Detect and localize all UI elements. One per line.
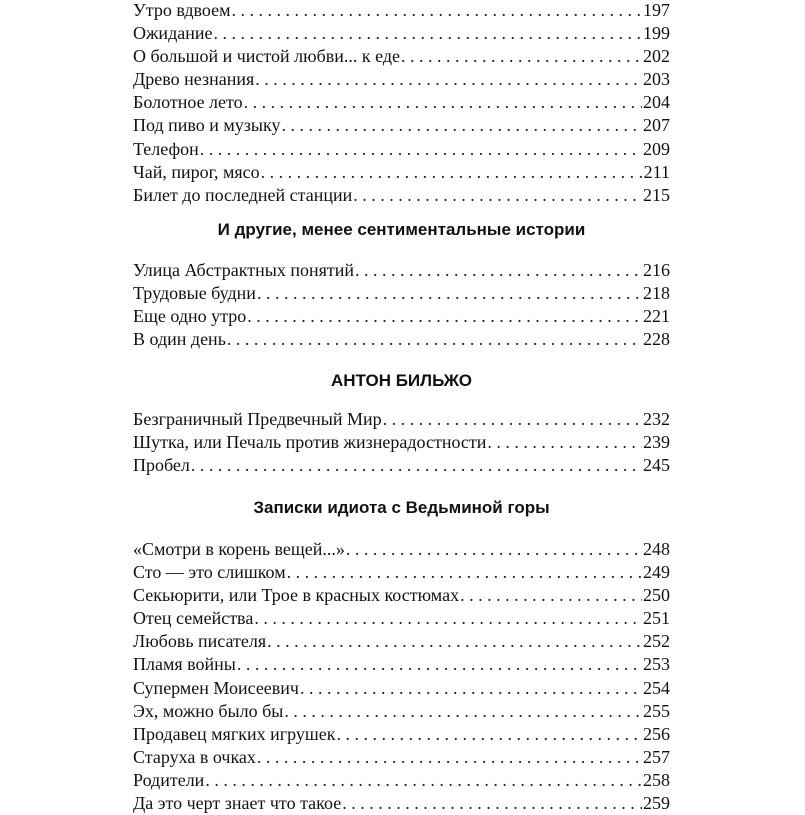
dot-leader <box>257 282 642 305</box>
dot-leader <box>244 91 642 114</box>
dot-leader <box>255 68 642 91</box>
toc-entry <box>133 0 670 22</box>
toc-entry <box>133 161 670 184</box>
toc-entry <box>133 184 670 207</box>
entry-title: Билет до последней станции <box>133 184 353 205</box>
entry-title: Безграничный Предвечный Мир <box>133 409 382 429</box>
toc-section-4 <box>133 538 670 815</box>
entry-title: Ожидание <box>133 23 213 44</box>
toc-section-1 <box>133 0 670 207</box>
toc-entry <box>133 746 670 769</box>
entry-title: Еще одно утро <box>133 306 247 327</box>
entry-title: Чай, пирог, мясо <box>133 161 260 182</box>
toc-entry <box>133 700 670 723</box>
entry-title: Родители <box>133 769 205 790</box>
entry-page: 257 <box>643 746 670 767</box>
toc-entry <box>133 454 670 477</box>
toc-entry <box>133 328 670 351</box>
toc-entry <box>133 45 670 68</box>
dot-leader <box>300 677 642 700</box>
entry-page: 249 <box>643 562 670 583</box>
dot-leader <box>287 561 642 584</box>
dot-leader <box>267 630 642 653</box>
toc-entry <box>133 259 670 282</box>
dot-leader <box>205 769 642 792</box>
toc-entry <box>133 607 670 630</box>
entry-title: Шутка, или Печаль против жизнерадостности <box>133 432 487 453</box>
dot-leader <box>353 184 642 207</box>
dot-leader <box>213 22 642 45</box>
toc-entry <box>133 792 670 815</box>
dot-leader <box>355 259 642 282</box>
entry-title: Секьюрити, или Трое в красных костюмах <box>133 585 460 606</box>
entry-page: 211 <box>643 161 670 182</box>
entry-page: 207 <box>643 115 670 136</box>
toc-entry <box>133 561 670 584</box>
entry-page: 258 <box>643 769 670 790</box>
dot-leader <box>342 792 642 815</box>
entry-title: Древо незнания <box>133 69 255 90</box>
dot-leader <box>284 700 642 723</box>
toc-section-2 <box>133 259 670 351</box>
toc-entry <box>133 723 670 746</box>
toc-entry <box>133 653 670 676</box>
entry-title: Улица Абстрактных понятий <box>133 260 355 280</box>
dot-leader <box>254 607 642 630</box>
entry-page: 254 <box>643 677 670 698</box>
entry-page: 228 <box>643 329 670 350</box>
entry-page: 239 <box>643 432 670 453</box>
dot-leader <box>232 0 642 22</box>
entry-page: 248 <box>643 539 670 559</box>
toc-entry <box>133 630 670 653</box>
entry-title: О большой и чистой любви... к еде <box>133 46 401 67</box>
entry-title: Пламя войны <box>133 654 236 675</box>
entry-page: 255 <box>643 700 670 721</box>
toc-entry <box>133 431 670 454</box>
entry-page: 253 <box>643 654 670 675</box>
entry-page: 218 <box>643 283 670 304</box>
entry-page: 232 <box>643 409 670 429</box>
toc-entry <box>133 91 670 114</box>
toc-entry <box>133 114 670 137</box>
dot-leader <box>200 138 642 161</box>
entry-page: 204 <box>643 92 670 113</box>
dot-leader <box>261 161 643 184</box>
dot-leader <box>257 746 642 769</box>
entry-title: Утро вдвоем <box>133 0 231 20</box>
entry-title: Да это черт знает что такое <box>133 793 342 814</box>
entry-page: 215 <box>643 184 670 205</box>
dot-leader <box>401 45 642 68</box>
entry-page: 221 <box>643 306 670 327</box>
dot-leader <box>336 723 642 746</box>
entry-page: 203 <box>643 69 670 90</box>
dot-leader <box>282 114 643 137</box>
toc-entry <box>133 769 670 792</box>
dot-leader <box>191 454 642 477</box>
entry-title: Сто — это слишком <box>133 562 286 583</box>
dot-leader <box>383 408 642 431</box>
entry-page: 245 <box>643 455 670 476</box>
toc-entry <box>133 68 670 91</box>
toc-entry <box>133 584 670 607</box>
entry-page: 250 <box>643 585 670 606</box>
entry-title: Телефон <box>133 138 199 159</box>
section-heading: Записки идиота с Ведьминой горы <box>253 498 550 517</box>
dot-leader <box>237 653 642 676</box>
entry-title: Болотное лето <box>133 92 243 113</box>
entry-page: 252 <box>643 631 670 652</box>
entry-page: 202 <box>643 46 670 67</box>
entry-page: 256 <box>643 723 670 744</box>
section-heading: АНТОН БИЛЬЖО <box>330 371 473 390</box>
entry-title: Любовь писателя <box>133 631 267 652</box>
entry-page: 251 <box>643 608 670 629</box>
entry-title: Супермен Моисеевич <box>133 677 299 698</box>
toc-entry <box>133 22 670 45</box>
dot-leader <box>346 538 642 561</box>
toc-entry <box>133 538 670 561</box>
dot-leader <box>487 431 642 454</box>
toc-entry <box>133 282 670 305</box>
toc-section-3 <box>133 408 670 477</box>
entry-title: Трудовые будни <box>133 283 256 304</box>
entry-page: 199 <box>643 23 670 44</box>
entry-title: Под пиво и музыку <box>133 115 281 136</box>
toc-entry <box>133 305 670 328</box>
section-heading: И другие, менее сентиментальные истории <box>217 220 586 239</box>
entry-title: «Смотри в корень вещей...» <box>133 539 345 559</box>
entry-title: В один день <box>133 329 226 350</box>
dot-leader <box>460 584 642 607</box>
entry-title: Пробел <box>133 455 190 476</box>
dot-leader <box>247 305 642 328</box>
entry-page: 259 <box>643 793 670 814</box>
entry-title: Отец семейства <box>133 608 254 629</box>
entry-title: Продавец мягких игрушек <box>133 723 336 744</box>
entry-page: 216 <box>643 260 670 280</box>
toc-entry <box>133 138 670 161</box>
toc-entry <box>133 677 670 700</box>
dot-leader <box>227 328 642 351</box>
entry-title: Старуха в очках <box>133 746 256 767</box>
toc-entry <box>133 408 670 431</box>
entry-page: 197 <box>643 0 670 20</box>
entry-page: 209 <box>643 138 670 159</box>
entry-title: Эх, можно было бы <box>133 700 284 721</box>
